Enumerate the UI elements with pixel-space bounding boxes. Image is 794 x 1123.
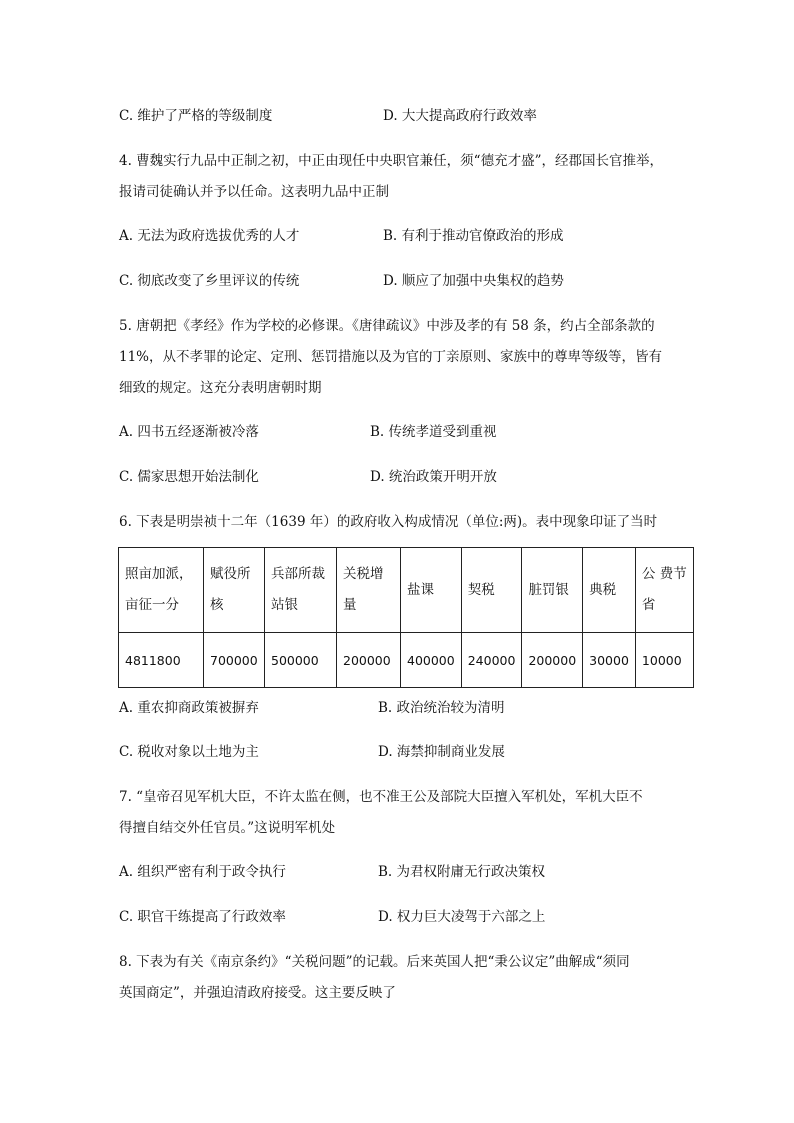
q5-stem-line2: 11%，从不孝罪的论定、定刑、惩罚措施以及为官的丁亲原则、家族中的尊卑等级等，皆有 bbox=[119, 349, 663, 365]
table-cell: 10000 bbox=[635, 633, 693, 688]
income-table bbox=[118, 547, 694, 688]
q5-stem-line3: 细致的规定。这充分表明唐朝时期 bbox=[119, 380, 322, 396]
q7-option-c: C. 职官干练提高了行政效率 bbox=[119, 909, 286, 925]
q4-stem-line1: 4. 曹魏实行九品中正制之初，中正由现任中央职官兼任，须“德充才盛”，经郡国长官推举， bbox=[119, 153, 663, 169]
table-cell: 700000 bbox=[204, 633, 265, 688]
q8-stem-line2: 英国商定”，并强迫清政府接受。这主要反映了 bbox=[119, 985, 396, 1001]
table-header-cell: 照亩加派，亩征一分 bbox=[119, 548, 204, 633]
table-cell: 400000 bbox=[401, 633, 462, 688]
q6-option-b: B. 政治统治较为清明 bbox=[378, 700, 505, 716]
q4-stem-line2: 报请司徒确认并予以任命。这表明九品中正制 bbox=[119, 184, 389, 200]
q4-option-c: C. 彻底改变了乡里评议的传统 bbox=[119, 273, 300, 289]
q6-option-d: D. 海禁抑制商业发展 bbox=[378, 744, 505, 760]
table-header-cell: 盐课 bbox=[401, 548, 462, 633]
q6-option-a: A. 重农抑商政策被摒弃 bbox=[119, 700, 259, 716]
table-header-cell: 脏罚银 bbox=[522, 548, 583, 633]
q8-stem-line1: 8. 下表为有关《南京条约》“关税问题”的记载。后来英国人把“秉公议定”曲解成“须同 bbox=[119, 954, 630, 970]
q5-option-c: C. 儒家思想开始法制化 bbox=[119, 469, 259, 485]
table-header-cell: 赋役所核 bbox=[204, 548, 265, 633]
q5-option-a: A. 四书五经逐渐被冷落 bbox=[119, 424, 259, 440]
table-cell: 4811800 bbox=[119, 633, 204, 688]
q6-option-c: C. 税收对象以土地为主 bbox=[119, 744, 259, 760]
table-header-cell: 关税增量 bbox=[337, 548, 401, 633]
q4-option-d: D. 顺应了加强中央集权的趋势 bbox=[383, 273, 564, 289]
table-cell: 240000 bbox=[461, 633, 522, 688]
table-row bbox=[119, 633, 694, 688]
q7-stem-line2: 得擅自结交外任官员。”这说明军机处 bbox=[119, 820, 336, 836]
q6-stem: 6. 下表是明崇祯十二年（1639 年）的政府收入构成情况（单位:两)。表中现象印证了当时 bbox=[119, 514, 658, 530]
table-cell: 200000 bbox=[522, 633, 583, 688]
table-cell: 500000 bbox=[265, 633, 337, 688]
table-header-cell: 典税 bbox=[583, 548, 636, 633]
table-cell: 200000 bbox=[337, 633, 401, 688]
q4-option-a: A. 无法为政府选拔优秀的人才 bbox=[119, 228, 300, 244]
table-header-cell: 公 费节省 bbox=[635, 548, 693, 633]
q7-option-b: B. 为君权附庸无行政决策权 bbox=[378, 864, 546, 880]
q7-stem-line1: 7. “皇帝召见军机大臣，不许太监在侧，也不准王公及部院大臣擅入军机处，军机大臣不 bbox=[119, 789, 643, 805]
q3-option-d: D. 大大提高政府行政效率 bbox=[383, 108, 537, 124]
q3-option-c: C. 维护了严格的等级制度 bbox=[119, 108, 273, 124]
q7-option-d: D. 权力巨大凌驾于六部之上 bbox=[378, 909, 546, 925]
table-header-cell: 契税 bbox=[461, 548, 522, 633]
q4-option-b: B. 有利于推动官僚政治的形成 bbox=[383, 228, 564, 244]
table-cell: 30000 bbox=[583, 633, 636, 688]
table-header-row bbox=[119, 548, 694, 633]
q5-option-d: D. 统治政策开明开放 bbox=[370, 469, 497, 485]
q5-option-b: B. 传统孝道受到重视 bbox=[370, 424, 497, 440]
q7-option-a: A. 组织严密有利于政令执行 bbox=[119, 864, 286, 880]
table-header-cell: 兵部所裁站银 bbox=[265, 548, 337, 633]
q5-stem-line1: 5. 唐朝把《孝经》作为学校的必修课。《唐律疏议》中涉及孝的有 58 条，约占全部条款的 bbox=[119, 318, 655, 334]
